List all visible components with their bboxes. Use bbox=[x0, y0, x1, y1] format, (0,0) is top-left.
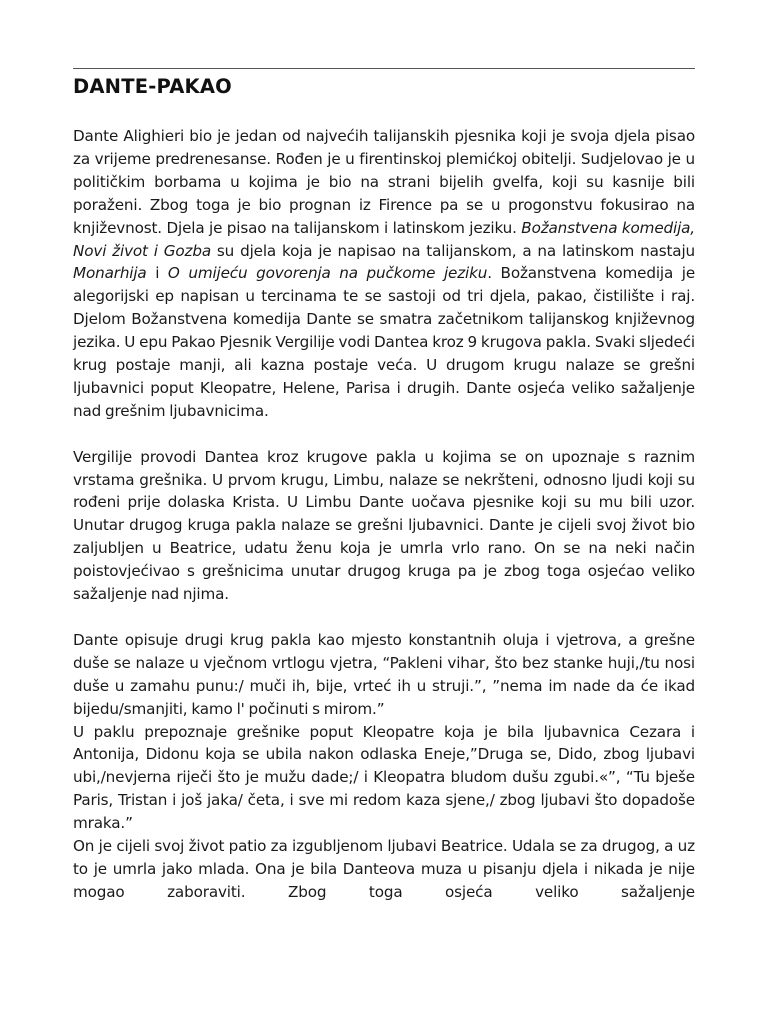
intro-text-a: Dante Alighieri bio je jedan od najvećih talijanskih pjesnika koji je svoja djela pisao za vrijeme predrenesanse. Rođen je u firentinskoj plemićkoj obitelji. Sudjelovao je u političkim borbama u kojima je bio na strani bijelih gvelfa, koji su kasnije bili poraženi. Zbog toga je bio prognan iz Firence pa se u progonstvu fokusirao na književnost. Djela je pisao na talijanskom i latinskom jeziku. bbox=[73, 127, 695, 237]
document-title: DANTE-PAKAO bbox=[73, 75, 232, 98]
paragraph-second-circle: Dante opisuje drugi krug pakla kao mjesto konstantnih oluja i vjetrova, a grešne duše se nalaze u vječnom vrtlogu vjetra, “Pakleni vihar, što bez stanke huji,/tu nosi duše u zamahu punu:/ muči ih, bije, vrteć ih u struji.”, ”nema im nade da će ikad bijedu/smanjiti, kamo l' počinuti s mirom.” bbox=[73, 630, 695, 718]
intro-text-g: . Božanstvena komedija je alegorijski ep napisan u tercinama te se sastoji od tri djela, pakao, čistilište i raj. Djelom Božanstvena komedija Dante se smatra začetnikom talijanskog književnog jezika. U epu Pakao Pjesnik Vergilije vodi Dantea kroz 9 krugova pakla. Svaki sljedeći krug postaje manji, ali kazna postaje veća. U drugom krugu nalaze se grešni ljubavnici poput Kleopatre, Helene, Parisa i drugih. Dante osjeća veliko sažaljenje nad grešnim ljubavnicima. bbox=[73, 264, 696, 420]
paragraph-intro bbox=[73, 125, 695, 423]
works-italic-1: Božanstvena komedija, Novi život i Gozba bbox=[73, 218, 695, 260]
intro-text-c: su djela koja je napisao na talijanskom, a na latinskom nastaju bbox=[211, 241, 695, 260]
works-italic-3: O umijeću govorenja na pučkome jeziku bbox=[167, 264, 488, 283]
top-rule bbox=[73, 68, 695, 69]
paragraph-sinners: U paklu prepoznaje grešnike poput Kleopatre koja je bila ljubavnica Cezara i Antonija, Didonu koja se ubila nakon odlaska Eneje,”Druga se, Dido, zbog ljubavi ubi,/nevjerna riječi što je mužu dade;/ i Kleopatra bludom dušu zgubi.«”, “Tu bješe Paris, Tristan i još jaka/ četa, i sve mi redom kaza sjene,/ zbog ljubavi što dopadoše mraka.” bbox=[73, 722, 695, 833]
intro-text-e: i bbox=[146, 264, 168, 283]
paragraph-vergilije: Vergilije provodi Dantea kroz krugove pakla u kojima se on upoznaje s raznim vrstama grešnika. U prvom krugu, Limbu, nalaze se nekršteni, odnosno ljudi koji su rođeni prije dolaska Krista. U Limbu Dante uočava pjesnike koji su mu bili uzor. Unutar drugog kruga pakla nalaze se grešni ljubavnici. Dante je cijeli svoj život bio zaljubljen u Beatrice, udatu ženu koja je umrla vrlo rano. On se na neki način poistovjećivao s grešnicima unutar drugog kruga pa je zbog toga osjećao veliko sažaljenje nad njima. bbox=[73, 447, 695, 604]
document-body bbox=[73, 125, 695, 904]
works-italic-2: Monarhija bbox=[73, 264, 147, 283]
paragraph-beatrice: On je cijeli svoj život patio za izgubljenom ljubavi Beatrice. Udala se za drugog, a uz to je umrla jako mlada. Ona je bila Danteova muza u pisanju djela i nikada je nije mogao zaboraviti. Zbog toga osjeća veliko sažaljenje bbox=[73, 837, 695, 901]
